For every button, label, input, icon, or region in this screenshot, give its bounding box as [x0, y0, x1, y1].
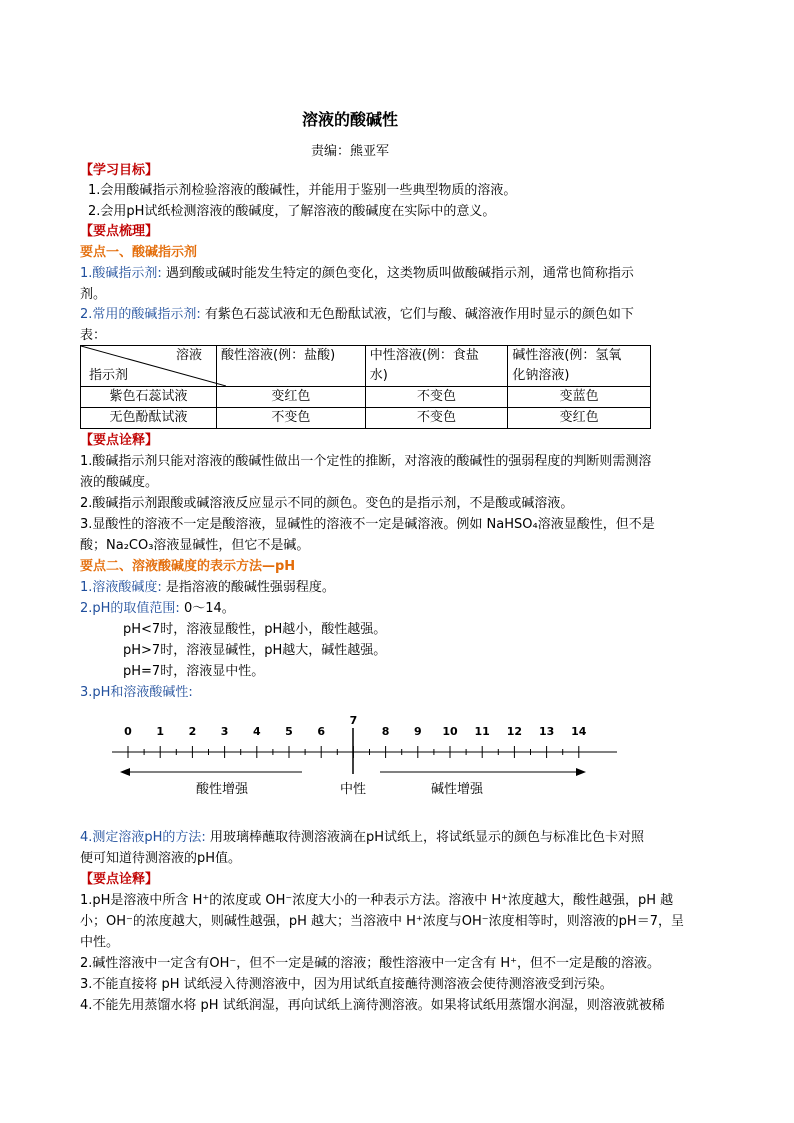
header-base [508, 346, 651, 387]
scale-tick-label: 12 [506, 725, 523, 738]
corner-top-label: 溶液 [175, 348, 202, 363]
scale-tick-label: 10 [442, 725, 458, 738]
header-neutral-l2: 水) [369, 368, 388, 383]
table-cell: 变蓝色 [508, 387, 651, 408]
scale-tick-label: 1 [156, 725, 165, 738]
point-1-2-text: 有紫色石蕊试液和无色酚酞试液，它们与酸、碱溶液作用时显示的颜色如下 [200, 307, 634, 322]
point-1-2 [80, 304, 634, 325]
expl-1-line: 液的酸碱度。 [80, 475, 159, 490]
table-cell: 无色酚酞试液 [81, 408, 217, 429]
page-title: 溶液的酸碱性 [301, 110, 398, 129]
term-acidity: 1.溶液酸碱度: [80, 580, 162, 595]
point-2-4-text: 用玻璃棒蘸取待测溶液滴在pH试纸上，将试纸显示的颜色与标准比色卡对照 [205, 830, 644, 845]
scale-tick-label: 5 [285, 725, 293, 738]
expl-1-line: 酸；Na₂CO₃溶液显碱性，但它不是碱。 [80, 538, 310, 553]
point-1-1-cont: 剂。 [80, 287, 107, 302]
point-1-2-cont: 表： [80, 328, 107, 343]
term-indicator: 1.酸碱指示剂: [80, 266, 162, 281]
expl-1-line: 2.酸碱指示剂跟酸或碱溶液反应显示不同的颜色。变色的是指示剂，不是酸或碱溶液。 [80, 496, 574, 511]
scale-tick-label: 7 [349, 714, 358, 727]
point-2-4-cont: 便可知道待测溶液的pH值。 [80, 851, 242, 866]
neutral-label: 中性 [339, 782, 367, 797]
table-header-row [81, 346, 651, 387]
point-1-title: 要点一、酸碱指示剂 [80, 245, 198, 260]
scale-tick-label: 9 [413, 725, 422, 738]
term-ph-method: 4.测定溶液pH的方法: [80, 830, 206, 845]
corner-bottom-label: 指示剂 [89, 368, 129, 383]
author-line: 责编：熊亚军 [310, 144, 389, 159]
scale-tick-label: 2 [188, 725, 197, 738]
scale-tick-label: 11 [474, 725, 490, 738]
term-common-indicators: 2.常用的酸碱指示剂: [80, 307, 201, 322]
acid-label: 酸性增强 [195, 782, 249, 797]
expl-2-line: 中性。 [80, 935, 120, 950]
point-2-4 [80, 827, 644, 848]
ph-rule: pH>7时，溶液显碱性，pH越大，碱性越强。 [123, 643, 387, 658]
section-learning-goals: 【学习目标】 [80, 163, 159, 178]
scale-tick-label: 14 [571, 725, 587, 738]
expl-2-line: 2.碱性溶液中一定含有OH⁻，但不一定是碱的溶液；酸性溶液中一定含有 H⁺，但不一定是酸的溶液。 [80, 956, 661, 971]
table-cell: 不变色 [365, 408, 508, 429]
expl-1-line: 3.显酸性的溶液不一定是酸溶液，显碱性的溶液不一定是碱溶液。例如 NaHSO₄溶液显酸性，但不是 [80, 517, 655, 532]
table-cell: 不变色 [217, 408, 366, 429]
scale-tick-label: 13 [538, 725, 555, 738]
expl-2-line: 3.不能直接将 pH 试纸浸入待测溶液中，因为用试纸直接蘸待测溶液会使待测溶液受到污染。 [80, 977, 613, 992]
acid-arrowhead-icon [120, 768, 130, 776]
term-ph-range: 2.pH的取值范围: [80, 601, 180, 616]
base-arrowhead-icon [576, 768, 586, 776]
goal-2: 2.会用pH试纸检测溶液的酸碱度，了解溶液的酸碱度在实际中的意义。 [88, 204, 496, 219]
scale-tick-label: 8 [381, 725, 390, 738]
point-2-2 [80, 598, 235, 619]
ph-rule: pH=7时，溶液显中性。 [123, 664, 265, 679]
table-cell: 紫色石蕊试液 [81, 387, 217, 408]
base-label: 碱性增强 [430, 782, 484, 797]
expl-2-line: 1.pH是溶液中所含 H⁺的浓度或 OH⁻浓度大小的一种表示方法。溶液中 H⁺浓度越大，酸性越强，pH 越 [80, 893, 674, 908]
point-2-title: 要点二、溶液酸碱度的表示方法—pH [80, 559, 296, 574]
expl-1-line: 1.酸碱指示剂只能对溶液的酸碱性做出一个定性的推断，对溶液的酸碱性的强弱程度的判断则需测溶 [80, 454, 652, 469]
scale-tick-label: 4 [252, 725, 261, 738]
point-2-2-text: 0～14。 [179, 601, 235, 616]
table-corner [81, 346, 217, 387]
ph-scale-diagram [112, 712, 632, 812]
section-key-points: 【要点梳理】 [80, 224, 159, 239]
point-2-1-text: 是指溶液的酸碱性强弱程度。 [161, 580, 335, 595]
indicator-table [80, 345, 651, 429]
header-neutral [365, 346, 508, 387]
goal-1: 1.会用酸碱指示剂检验溶液的酸碱性，并能用于鉴别一些典型物质的溶液。 [88, 183, 517, 198]
point-2-1 [80, 577, 335, 598]
table-cell: 变红色 [217, 387, 366, 408]
scale-tick-label: 3 [220, 725, 229, 738]
header-neutral-l1: 中性溶液(例：食盐 [369, 348, 479, 363]
point-2-3: 3.pH和溶液酸碱性: [80, 685, 193, 700]
header-base-l1: 碱性溶液(例：氢氧 [512, 348, 622, 363]
scale-tick-label: 6 [317, 725, 326, 738]
ph-rule: pH<7时，溶液显酸性，pH越小，酸性越强。 [123, 622, 387, 637]
point-1-1 [80, 263, 634, 284]
point-1-1-text: 遇到酸或碱时能发生特定的颜色变化，这类物质叫做酸碱指示剂，通常也简称指示 [161, 266, 634, 281]
section-explanation-1: 【要点诠释】 [80, 433, 159, 448]
scale-tick-label: 0 [124, 725, 132, 738]
expl-2-line: 4.不能先用蒸馏水将 pH 试纸润湿，再向试纸上滴待测溶液。如果将试纸用蒸馏水润湿，则溶液就被稀 [80, 998, 665, 1013]
section-explanation-2: 【要点诠释】 [80, 872, 159, 887]
table-row [81, 387, 651, 408]
header-acid: 酸性溶液(例：盐酸) [217, 346, 366, 387]
expl-2-line: 小；OH⁻的浓度越大，则碱性越强，pH 越大；当溶液中 H⁺浓度与OH⁻浓度相等时，则溶液的pH＝7，呈 [80, 914, 684, 929]
table-cell: 不变色 [365, 387, 508, 408]
header-base-l2: 化钠溶液) [512, 368, 570, 383]
table-row [81, 408, 651, 429]
table-cell: 变红色 [508, 408, 651, 429]
